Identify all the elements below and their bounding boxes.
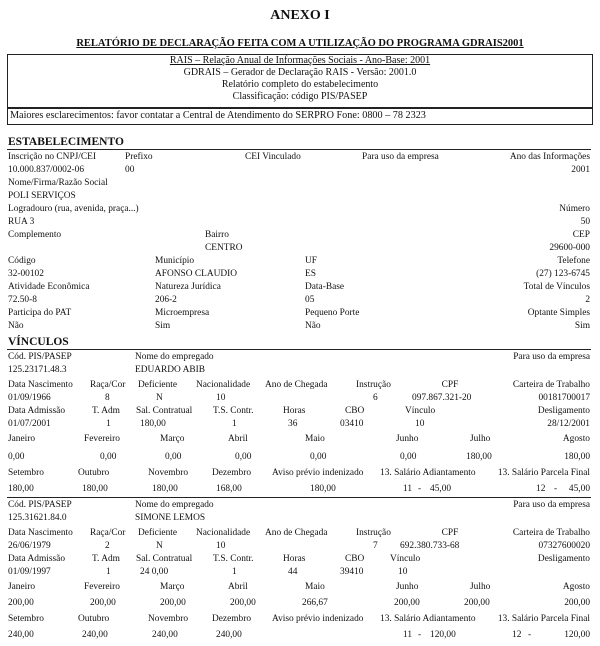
desligamento-value: 28/12/2001 bbox=[547, 419, 590, 429]
logradouro-value: RUA 3 bbox=[8, 217, 35, 227]
section-vinculos: VÍNCULOS bbox=[8, 336, 69, 348]
label-cei: CEI Vinculado bbox=[245, 152, 301, 162]
dash: - bbox=[528, 630, 532, 640]
label-bairro: Bairro bbox=[205, 230, 229, 240]
cep-value: 29600-000 bbox=[549, 243, 590, 253]
divider bbox=[7, 349, 591, 350]
label-atividade: Atividade Econômica bbox=[8, 282, 90, 292]
dash: - bbox=[418, 484, 422, 494]
label-ts-contr: T.S. Contr. bbox=[213, 406, 254, 416]
dash: - bbox=[554, 484, 558, 494]
label-uso-empresa: Para uso da empresa bbox=[513, 352, 590, 362]
label-13-adiantamento: 13. Salário Adiantamento bbox=[380, 468, 476, 478]
d-adiant-mes: 11 bbox=[403, 630, 413, 640]
horas-value: 36 bbox=[288, 419, 298, 429]
label-outubro: Outubro bbox=[78, 468, 110, 478]
jul-value: 180,00 bbox=[466, 452, 492, 462]
raca-value: 8 bbox=[105, 393, 110, 403]
label-municipio: Município bbox=[155, 256, 195, 266]
label-horas: Horas bbox=[283, 554, 306, 564]
label-ano: Ano das Informações bbox=[509, 152, 590, 162]
d-final-val: 120,00 bbox=[564, 630, 590, 640]
label-13-final: 13. Salário Parcela Final bbox=[497, 614, 590, 624]
label-novembro: Novembro bbox=[148, 614, 189, 624]
label-uso-empresa: Para uso da empresa bbox=[362, 152, 439, 162]
label-vinculo: Vínculo bbox=[390, 554, 421, 564]
label-complemento: Complemento bbox=[8, 230, 62, 240]
d-adiant-val: 45,00 bbox=[430, 484, 452, 494]
label-marco: Março bbox=[160, 582, 185, 592]
jun-value: 200,00 bbox=[394, 598, 420, 608]
out-value: 180,00 bbox=[82, 484, 108, 494]
dash: - bbox=[418, 630, 422, 640]
vinculo-value: 10 bbox=[398, 567, 408, 577]
numero-value: 50 bbox=[580, 217, 590, 227]
label-desligamento: Desligamento bbox=[537, 554, 590, 564]
pequeno-porte-value: Não bbox=[305, 321, 321, 331]
d-final-mes: 12 bbox=[536, 484, 546, 494]
label-setembro: Setembro bbox=[8, 614, 44, 624]
label-setembro: Setembro bbox=[8, 468, 44, 478]
nov-value: 180,00 bbox=[152, 484, 178, 494]
jul-value: 200,00 bbox=[464, 598, 490, 608]
label-maio: Maio bbox=[305, 434, 325, 444]
label-janeiro: Janeiro bbox=[8, 582, 36, 592]
d-adiant-val: 120,00 bbox=[430, 630, 456, 640]
label-aviso-previo: Aviso prévio indenizado bbox=[272, 468, 364, 478]
codigo-value: 32-00102 bbox=[8, 269, 44, 279]
label-horas: Horas bbox=[283, 406, 306, 416]
label-dezembro: Dezembro bbox=[212, 614, 252, 624]
label-pat: Participa do PAT bbox=[8, 308, 72, 318]
label-marco: Março bbox=[160, 434, 185, 444]
label-nome-empregado: Nome do empregado bbox=[135, 500, 214, 510]
fev-value: 200,00 bbox=[90, 598, 116, 608]
total-vinculos-value: 2 bbox=[585, 295, 590, 305]
label-cbo: CBO bbox=[345, 554, 365, 564]
ago-value: 180,00 bbox=[564, 452, 590, 462]
jun-value: 0,00 bbox=[400, 452, 417, 462]
label-abril: Abril bbox=[228, 582, 248, 592]
label-uso-empresa: Para uso da empresa bbox=[513, 500, 590, 510]
microempresa-value: Sim bbox=[155, 321, 171, 331]
label-data-nascimento: Data Nascimento bbox=[8, 528, 73, 538]
pat-value: Não bbox=[8, 321, 24, 331]
label-raca: Raça/Cor bbox=[90, 528, 126, 538]
label-uf: UF bbox=[305, 256, 317, 266]
data-admissao-value: 01/09/1997 bbox=[8, 567, 51, 577]
cpf-value: 097.867.321-20 bbox=[412, 393, 472, 403]
label-fevereiro: Fevereiro bbox=[84, 582, 120, 592]
d-adiant-mes: 11 bbox=[403, 484, 413, 494]
section-estabelecimento: ESTABELECIMENTO bbox=[8, 136, 124, 148]
ago-value: 200,00 bbox=[564, 598, 590, 608]
data-admissao-value: 01/07/2001 bbox=[8, 419, 51, 429]
label-maio: Maio bbox=[305, 582, 325, 592]
ano-value: 2001 bbox=[571, 165, 590, 175]
jan-value: 200,00 bbox=[8, 598, 34, 608]
dez-value: 168,00 bbox=[216, 484, 242, 494]
t-adm-value: 1 bbox=[106, 419, 111, 429]
label-instrucao: Instrução bbox=[356, 528, 391, 538]
label-13-final: 13. Salário Parcela Final bbox=[497, 468, 590, 478]
label-total-vinculos: Total de Vínculos bbox=[523, 282, 590, 292]
atividade-value: 72.50-8 bbox=[8, 295, 37, 305]
carteira-value: 00181700017 bbox=[538, 393, 590, 403]
label-sal-contratual: Sal. Contratual bbox=[136, 406, 193, 416]
mar-value: 200,00 bbox=[160, 598, 186, 608]
horas-value: 44 bbox=[288, 567, 298, 577]
label-prefixo: Prefixo bbox=[125, 152, 153, 162]
raca-value: 2 bbox=[105, 541, 110, 551]
nacionalidade-value: 10 bbox=[216, 541, 226, 551]
employee-name: EDUARDO ABIB bbox=[135, 365, 206, 375]
set-value: 240,00 bbox=[8, 630, 34, 640]
label-logradouro: Logradouro (rua, avenida, praça...) bbox=[8, 204, 139, 214]
label-ts-contr: T.S. Contr. bbox=[213, 554, 254, 564]
optante-simples-value: Sim bbox=[574, 321, 590, 331]
label-t-adm: T. Adm bbox=[92, 406, 120, 416]
label-natureza: Natureza Jurídica bbox=[155, 282, 221, 292]
nacionalidade-value: 10 bbox=[216, 393, 226, 403]
label-carteira: Carteira de Trabalho bbox=[512, 380, 590, 390]
instrucao-value: 6 bbox=[373, 393, 378, 403]
label-nome: Nome/Firma/Razão Social bbox=[8, 178, 108, 188]
municipio-value: AFONSO CLAUDIO bbox=[155, 269, 238, 279]
out-value: 240,00 bbox=[82, 630, 108, 640]
label-numero: Número bbox=[559, 204, 590, 214]
label-agosto: Agosto bbox=[562, 582, 590, 592]
label-data-nascimento: Data Nascimento bbox=[8, 380, 73, 390]
cbo-value: 03410 bbox=[340, 419, 364, 429]
label-agosto: Agosto bbox=[562, 434, 590, 444]
label-microempresa: Microempresa bbox=[155, 308, 210, 318]
carteira-value: 07327600020 bbox=[538, 541, 590, 551]
label-outubro: Outubro bbox=[78, 614, 110, 624]
label-nacionalidade: Nacionalidade bbox=[196, 528, 251, 538]
aviso-value: 180,00 bbox=[310, 484, 336, 494]
sal-contratual-value: 180,00 bbox=[140, 419, 166, 429]
d-final-mes: 12 bbox=[512, 630, 522, 640]
deficiente-value: N bbox=[156, 541, 163, 551]
fev-value: 0,00 bbox=[100, 452, 117, 462]
deficiente-value: N bbox=[156, 393, 163, 403]
divider bbox=[7, 497, 591, 498]
report-title: RELATÓRIO DE DECLARAÇÃO FEITA COM A UTILIZAÇÃO DO PROGRAMA GDRAIS2001 bbox=[76, 38, 524, 49]
employee-name: SIMONE LEMOS bbox=[135, 513, 206, 523]
set-value: 180,00 bbox=[8, 484, 34, 494]
label-data-admissao: Data Admissão bbox=[8, 554, 66, 564]
header-line-gdrais: GDRAIS – Gerador de Declaração RAIS - Versão: 2001.0 bbox=[183, 67, 417, 78]
bairro-value: CENTRO bbox=[205, 243, 243, 253]
label-pis: Cód. PIS/PASEP bbox=[8, 500, 72, 510]
jan-value: 0,00 bbox=[8, 452, 25, 462]
abr-value: 200,00 bbox=[230, 598, 256, 608]
label-pis: Cód. PIS/PASEP bbox=[8, 352, 72, 362]
mai-value: 266,67 bbox=[302, 598, 328, 608]
abr-value: 0,00 bbox=[235, 452, 252, 462]
ts-contr-value: 1 bbox=[232, 567, 237, 577]
label-cpf: CPF bbox=[441, 380, 459, 390]
label-optante-simples: Optante Simples bbox=[527, 308, 590, 318]
label-telefone: Telefone bbox=[557, 256, 590, 266]
header-line-report: Relatório completo do estabelecimento bbox=[221, 79, 379, 90]
label-novembro: Novembro bbox=[148, 468, 189, 478]
label-data-admissao: Data Admissão bbox=[8, 406, 66, 416]
label-ano-chegada: Ano de Chegada bbox=[265, 380, 328, 390]
annex-title: ANEXO I bbox=[270, 8, 330, 23]
ts-contr-value: 1 bbox=[232, 419, 237, 429]
label-raca: Raça/Cor bbox=[90, 380, 126, 390]
label-julho: Julho bbox=[470, 582, 491, 592]
data-nascimento-value: 01/09/1966 bbox=[8, 393, 51, 403]
label-abril: Abril bbox=[228, 434, 248, 444]
label-dezembro: Dezembro bbox=[212, 468, 252, 478]
vinculo-value: 10 bbox=[415, 419, 425, 429]
label-deficiente: Deficiente bbox=[138, 528, 178, 538]
cpf-value: 692.380.733-68 bbox=[400, 541, 460, 551]
header-line-rais: RAIS – Relação Anual de Informações Sociais - Ano-Base: 2001 bbox=[169, 55, 431, 66]
label-sal-contratual: Sal. Contratual bbox=[136, 554, 193, 564]
label-junho: Junho bbox=[396, 434, 419, 444]
label-junho: Junho bbox=[396, 582, 419, 592]
mar-value: 0,00 bbox=[165, 452, 182, 462]
label-codigo: Código bbox=[8, 256, 36, 266]
label-desligamento: Desligamento bbox=[537, 406, 590, 416]
label-fevereiro: Fevereiro bbox=[84, 434, 120, 444]
label-cpf: CPF bbox=[441, 528, 459, 538]
cbo-value: 39410 bbox=[340, 567, 364, 577]
label-database: Data-Base bbox=[305, 282, 345, 292]
mai-value: 0,00 bbox=[310, 452, 327, 462]
prefixo-value: 00 bbox=[125, 165, 135, 175]
uf-value: ES bbox=[305, 269, 316, 279]
d-final-val: 45,00 bbox=[568, 484, 590, 494]
label-ano-chegada: Ano de Chegada bbox=[265, 528, 328, 538]
label-pequeno-porte: Pequeno Porte bbox=[305, 308, 360, 318]
label-cep: CEP bbox=[572, 230, 590, 240]
label-cbo: CBO bbox=[345, 406, 365, 416]
label-nome-empregado: Nome do empregado bbox=[135, 352, 214, 362]
natureza-value: 206-2 bbox=[155, 295, 177, 305]
contact-note: Maiores esclarecimentos: favor contatar a Central de Atendimento do SERPRO Fone: 0800 – 78 2323 bbox=[10, 110, 426, 121]
dez-value: 240,00 bbox=[216, 630, 242, 640]
divider bbox=[7, 149, 591, 150]
telefone-value: (27) 123-6745 bbox=[536, 269, 590, 279]
instrucao-value: 7 bbox=[373, 541, 378, 551]
nome-value: POLI SERVIÇOS bbox=[8, 191, 76, 201]
label-cnpj: Inscrição no CNPJ/CEI bbox=[8, 152, 97, 162]
label-instrucao: Instrução bbox=[356, 380, 391, 390]
label-nacionalidade: Nacionalidade bbox=[196, 380, 251, 390]
nov-value: 240,00 bbox=[152, 630, 178, 640]
sal-contratual-value: 24 0,00 bbox=[140, 567, 169, 577]
pis-value: 125.31621.84.0 bbox=[8, 513, 67, 523]
label-aviso-previo: Aviso prévio indenizado bbox=[272, 614, 364, 624]
label-13-adiantamento: 13. Salário Adiantamento bbox=[380, 614, 476, 624]
t-adm-value: 1 bbox=[106, 567, 111, 577]
label-deficiente: Deficiente bbox=[138, 380, 178, 390]
label-janeiro: Janeiro bbox=[8, 434, 36, 444]
header-line-classification: Classificação: código PIS/PASEP bbox=[232, 91, 368, 102]
label-carteira: Carteira de Trabalho bbox=[512, 528, 590, 538]
data-nascimento-value: 26/06/1979 bbox=[8, 541, 51, 551]
database-value: 05 bbox=[305, 295, 315, 305]
label-vinculo: Vínculo bbox=[405, 406, 436, 416]
label-t-adm: T. Adm bbox=[92, 554, 120, 564]
cnpj-value: 10.000.837/0002-06 bbox=[8, 165, 85, 175]
pis-value: 125.23171.48.3 bbox=[8, 365, 67, 375]
label-julho: Julho bbox=[470, 434, 491, 444]
